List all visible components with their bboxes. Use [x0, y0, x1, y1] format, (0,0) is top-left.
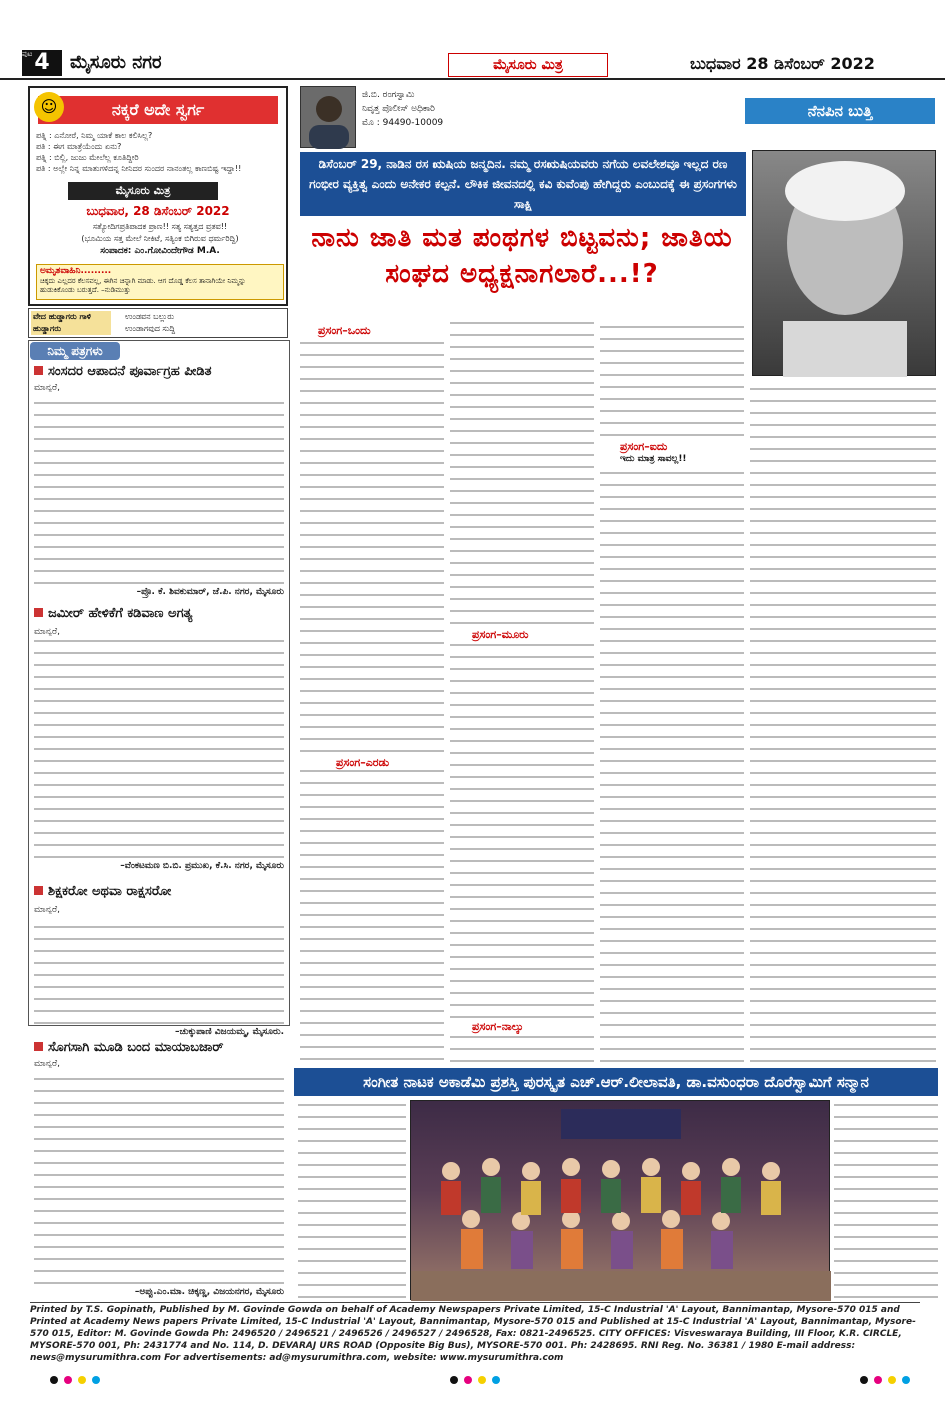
feature-column-text [300, 338, 444, 752]
nakkre-box [28, 86, 288, 306]
joke-line: ಪತಿ : ಅಲ್ಲೇ ನಿನ್ನ ಮಾತುಗಳಿದನ್ನ ನೀನಿದರ ಸುಂದರ ನಾನಂತಲ್ಲ ಕಾಣಬಿಷ್ಟ ಇದ್ದಾ!! [36, 164, 242, 173]
feature-column-text [450, 320, 594, 624]
letter-title: ಶಿಕ್ಷಕರೋ ಅಥವಾ ರಾಕ್ಷಸರೋ [34, 884, 284, 899]
bottom-column-text [834, 1100, 938, 1298]
reg-dot [874, 1376, 882, 1384]
bottom-column-text [298, 1100, 406, 1298]
paper-logo: ಮೈಸೂರು ಮಿತ್ರ [448, 53, 608, 77]
letter-body [34, 916, 284, 1024]
author-info [362, 88, 443, 130]
page-prefix: ಪುಟ [22, 50, 33, 58]
letter-signature: –ವೆಂಕಟಮಣ ಬಿ.ಬಿ. ಪ್ರಮುಖ, ಕೆ.ಸಿ. ನಗರ, ಮೈಸೂರು [120, 861, 284, 871]
subhead: ಪ್ರಸಂಗ–ಎರಡು [336, 756, 390, 769]
bullet-icon [34, 608, 43, 617]
letter-salutation: ಮಾನ್ಯರೆ, [34, 1059, 60, 1068]
letter-salutation: ಮಾನ್ಯರೆ, [34, 627, 60, 636]
reg-dot [902, 1376, 910, 1384]
header-date: ಬುಧವಾರ 28 ಡಿಸೆಂಬರ್ 2022 [690, 54, 875, 73]
imprint-line: Printed by T.S. Gopinath, Published by M. Govinde Gowda on behalf of Academy Newspapers Private Limited, 15-C Industrial 'A' Layout, Bannimantap, Mysore-570 015 and Printed at Academy News papers Private Limited, 15-C Industrial 'A' Layout, Bannimantap, Mysore-570 015 and Published at 15-C Industrial 'A' Layout, Bannimantap, Mysore-570 015, Editor: M. Govinde Gowda Ph: 2496520 / 2496521 / 2496526 / 2496527 / 2496528, Fax: 0821-2496525. CITY OFFICES: Visveswaraya Building, III Floor, K.R. CIRCLE, MYSORE-570 001, Ph: 2431774 and No. 114, D. DEVARAJ URS ROAD (Opposite Big Bus), MYSORE-570 001. Ph: 2428695. RNI Reg. No. 36381 / 1980 E-mail address: news@mysurumithra.com For advertisements: ad@mysurumithra.com, website: www.mysurumithra.com [30, 1305, 916, 1363]
reg-dot [478, 1376, 486, 1384]
subhead: ಪ್ರಸಂಗ–ಒಂದು [318, 324, 371, 337]
tagline: ಸತ್ಯೋದಿಗಪ್ರತಿಪಾದಕ ಪ್ರಾಣ!! ಸತ್ಯ ಸತ್ಯತ್ತದ ವ್ರತವ!! [92, 222, 228, 231]
kuvempu-portrait [752, 150, 936, 376]
joke-line: ಪತಿ : ಈಗ ಮಾತ್ರೆಯೆಂದು ಏನು? [36, 142, 122, 151]
color-registration-dots [30, 1376, 920, 1386]
joke-line: ಪತ್ನಿ : ಎನೋರೆ, ನಿಮ್ಮ ಯಾಕೆ ಕಾಲ ಕಲಿಸಿಲ್ಲ? [36, 131, 153, 140]
reg-dot [860, 1376, 868, 1384]
rumour-left: ವೇದ ಹುಡ್ಡಾಗರು ಗಾಳಿ ಹುಡ್ಡಾಗರು [31, 311, 111, 335]
author-role: ನಿವೃತ್ತ ಪೊಲೀಸ್ ಅಧಿಕಾರಿ [362, 104, 435, 114]
subhead: ಪ್ರಸಂಗ–ನಾಲ್ಕು [472, 1020, 524, 1033]
section-title: ಮೈಸೂರು ನಗರ [70, 52, 162, 73]
rumour-right: ಉಂಡವನ ಬಲ್ಲುರು [125, 312, 175, 321]
feature-intro: ಡಿಸೆಂಬರ್ 29, ನಾಡಿನ ರಸ ಋಷಿಯ ಜನ್ಮದಿನ. ನಮ್ಮ ರಸಋಷಿಯವರು ನಗೆಯ ಲವಲೇಶವೂ ಇಲ್ಲದ ರಣ ಗಂಭೀರ ವ್ಯಕ್ತಿತ್ವ ಎಂದು ಅನೇಕರ ಕಲ್ಪನೆ. ಲೌಕಿಕ ಜೀವನದಲ್ಲಿ ಕವಿ ಕುವೆಂಪು ಹೇಗಿದ್ದರು ಎಂಬುದಕ್ಕೆ ಈ ಪ್ರಸಂಗಗಳು ಸಾಕ್ಷಿ [300, 152, 746, 216]
letters-section-title: ನಿಮ್ಮ ಪತ್ರಗಳು [30, 342, 120, 360]
reg-dot [492, 1376, 500, 1384]
reg-dot [92, 1376, 100, 1384]
letter-salutation: ಮಾನ್ಯರೆ, [34, 383, 60, 392]
letter-signature: –ಅಪ್ಪು.ಎಂ.ಮಾ. ಚಿಕ್ಕಣ್ಣ, ವಿಜಯನಗರ, ಮೈಸೂರು [134, 1287, 284, 1297]
feature-headline: ನಾನು ಜಾತಿ ಮತ ಪಂಥಗಳ ಬಿಟ್ಟವನು; ಜಾತಿಯ ಸಂಘದ ಅಧ್ಯಕ್ಷನಾಗಲಾರೆ...!? [311, 223, 733, 289]
author-phone: ಮೊ : 94490-10009 [362, 118, 444, 128]
laughing-face-icon: ☺ [34, 92, 64, 122]
subhead: ಪ್ರಸಂಗ–ಮೂರು [472, 628, 529, 641]
feature-column-text [750, 382, 936, 1062]
tagline: (ಭೂಮಿಯ ಸತ್ತ ಮೇಲೆ ನೀಕಿಟೆ, ಸತ್ಯಿಂಕ ಬಿಗಿರುವ ಧರ್ಮರಿದ್ದಿ) [81, 234, 239, 243]
feature-column-text [450, 1034, 594, 1062]
rumour-strip [28, 308, 288, 338]
letter-signature: –ಚುಕ್ಕುಪಾಣಿ ವಿಜಯಮ್ಮ, ಮೈಸೂರು. [175, 1027, 284, 1037]
letter-title: ಸೊಗಸಾಗಿ ಮೂಡಿ ಬಂದ ಮಾಯಾಬಜಾರ್ [34, 1040, 284, 1055]
masthead-date: ಬುಧವಾರ, 28 ಡಿಸೆಂಬರ್ 2022 [86, 204, 230, 218]
joke-line: ಪತ್ನಿ : ಬಿಲ್ಲಿ, ಜುಜು ಮೇಲೆಲ್ಲ ಕೂತಿದ್ದೀರಿ [36, 153, 139, 162]
reg-dot [888, 1376, 896, 1384]
author-name: ಜಿ.ಬಿ. ರಂಗಸ್ವಾಮಿ [362, 90, 415, 100]
letter-body [34, 394, 284, 584]
amruta-text: ಚಿಕ್ಕದು ಎಲ್ಲದರ ಕೆಲಸವಲ್ಲ, ಈಗಿನ ಚಿನ್ನಾಗಿ ಮಾಡು. ಆಗ ದೊಡ್ಡ ಕೆಲಸ ತಾನಾಗಿಯೇ ನಿಮ್ಮನ್ನು ಹುಡುಕಿಕೊಂಡು ಬರುತ್ತದೆ. –ನುಡಿಮುತ್ತು [40, 277, 246, 294]
author-photo [300, 86, 356, 148]
footer-rule [30, 1302, 920, 1303]
feature-column-text [300, 770, 444, 1060]
bullet-icon [34, 886, 43, 895]
letter-body [34, 1070, 284, 1284]
letter-signature: –ಪ್ರೊ. ಕೆ. ಶಿವಕುಮಾರ್, ಜೆ.ಪಿ. ನಗರ, ಮೈಸೂರು [136, 587, 284, 597]
amruta-title: ಅಮೃತವಾಹಿನಿ......... [40, 266, 112, 276]
reg-dot [78, 1376, 86, 1384]
letter-title: ಸಂಸದರ ಆಪಾದನೆ ಪೂರ್ವಾಗ್ರಹ ಪೀಡಿತ [34, 364, 284, 379]
mini-paper-logo: ಮೈಸೂರು ಮಿತ್ರ [68, 182, 218, 200]
amruta-vahini [36, 264, 284, 300]
letter-salutation: ಮಾನ್ಯರೆ, [34, 905, 60, 914]
letter-title: ಜಮೀರ್ ಹೇಳಿಕೆಗೆ ಕಡಿವಾಣ ಅಗತ್ಯ [34, 606, 284, 621]
registration-marks [22, 34, 42, 44]
editor-line: ಸಂಪಾದಕ: ಎಂ.ಗೋವಿಂದೇಗೌಡ M.A. [100, 246, 220, 256]
feature-column-text [600, 320, 744, 436]
letter-body [34, 638, 284, 858]
column-title: ನೆನಪಿನ ಬುತ್ತಿ [745, 98, 935, 124]
bullet-icon [34, 366, 43, 375]
bottom-headline: ಸಂಗೀತ ನಾಟಕ ಅಕಾಡೆಮಿ ಪ್ರಶಸ್ತಿ ಪುರಸ್ಕೃತ ಎಚ್.ಆರ್.ಲೀಲಾವತಿ, ಡಾ.ವಸುಂಧರಾ ದೊರೆಸ್ವಾಮಿಗೆ ಸನ್ಮಾನ [294, 1068, 938, 1096]
feature-column-text [600, 466, 744, 1062]
felicitation-photo [410, 1100, 830, 1300]
reg-dot [464, 1376, 472, 1384]
bullet-icon [34, 1042, 43, 1051]
feature-column-text [450, 642, 594, 1018]
reg-dot [450, 1376, 458, 1384]
rumour-right: ಉಂಡಾಗವುದ ಸುದ್ದಿ [125, 324, 176, 333]
subhead: ಪ್ರಸಂಗ–ಐದು [620, 440, 668, 453]
reg-dot [50, 1376, 58, 1384]
page-number: 4 [22, 50, 62, 76]
reg-dot [64, 1376, 72, 1384]
pull-quote: ಇದು ಮಾತ್ರ ಸಾವಲ್ಲ!! [620, 454, 687, 464]
nakkre-banner: ☺ ನಕ್ಕರೆ ಅದೇ ಸ್ವರ್ಗ [38, 96, 278, 124]
